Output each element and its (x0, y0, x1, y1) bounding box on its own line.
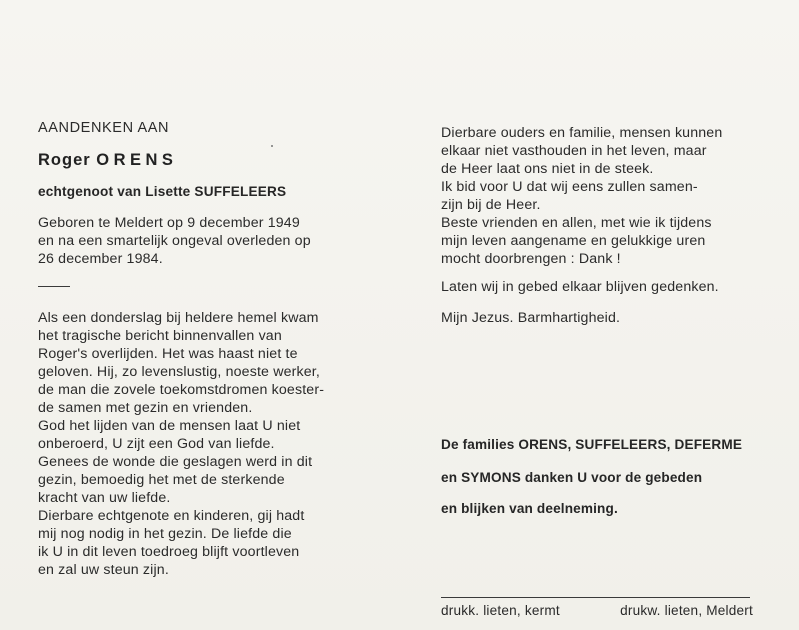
first-name: Roger (38, 151, 91, 169)
poem-right-line-6: Beste vrienden en allen, met wie ik tijdens (441, 215, 712, 231)
deceased-name (38, 151, 177, 169)
poem-right-line-1: Dierbare ouders en familie, mensen kunnen (441, 125, 723, 141)
death-line: en na een smartelijk ongeval overleden op (38, 233, 311, 249)
thanks-line-1: De families ORENS, SUFFELEERS, DEFERME (441, 437, 743, 452)
printer-footer (441, 603, 753, 618)
poem-right-line-5: zijn bij de Heer. (441, 197, 541, 213)
poem-left-line-4: geloven. Hij, zo levenslustig, noeste werker, (38, 364, 320, 380)
thanks-line-2: en SYMONS danken U voor de gebeden (441, 470, 703, 485)
poem-left-line-5: de man die zovele toekomstdromen koester- (38, 382, 325, 398)
paper-speck (271, 145, 273, 147)
invocation-line: Mijn Jezus. Barmhartigheid. (441, 310, 621, 326)
footer-rule (441, 597, 750, 598)
poem-right-line-3: de Heer laat ons niet in de steek. (441, 161, 654, 177)
poem-right-line-7: mijn leven aangename en gelukkige uren (441, 233, 706, 249)
poem-left-line-2: het tragische bericht binnenvallen van (38, 328, 282, 344)
separator-dash (38, 286, 70, 287)
poem-left-line-13: mij nog nodig in het gezin. De liefde die (38, 526, 292, 542)
birth-line: Geboren te Meldert op 9 december 1949 (38, 215, 300, 231)
poem-left-line-8: onberoerd, U zijt een God van liefde. (38, 436, 275, 452)
printer-right: drukw. lieten, Meldert (620, 603, 753, 618)
poem-left-line-9: Genees de wonde die geslagen werd in dit (38, 454, 313, 470)
poem-left-line-1: Als een donderslag bij heldere hemel kwam (38, 310, 319, 326)
printer-left: drukk. lieten, kermt (441, 603, 560, 618)
surname: ORENS (96, 151, 178, 169)
card-heading: AANDENKEN AAN (38, 120, 170, 136)
poem-left-line-3: Roger's overlijden. Het was haast niet te (38, 346, 298, 362)
poem-right-line-8: mocht doorbrengen : Dank ! (441, 251, 621, 267)
poem-left-line-11: kracht van uw liefde. (38, 490, 171, 506)
death-date-line: 26 december 1984. (38, 251, 163, 267)
poem-right-line-2: elkaar niet vasthouden in het leven, maar (441, 143, 707, 159)
poem-left-line-7: God het lijden van de mensen laat U niet (38, 418, 301, 434)
spouse-line: echtgenoot van Lisette SUFFELEERS (38, 184, 287, 199)
thanks-line-3: en blijken van deelneming. (441, 501, 618, 516)
poem-left-line-6: de samen met gezin en vrienden. (38, 400, 253, 416)
poem-left-line-12: Dierbare echtgenote en kinderen, gij hadt (38, 508, 305, 524)
poem-right-line-4: Ik bid voor U dat wij eens zullen samen- (441, 179, 698, 195)
prayer-line: Laten wij in gebed elkaar blijven gedenken. (441, 279, 719, 295)
poem-left-line-15: en zal uw steun zijn. (38, 562, 169, 578)
poem-left-line-14: ik U in dit leven toedroeg blijft voortleven (38, 544, 300, 560)
poem-left-line-10: gezin, bemoedig het met de sterkende (38, 472, 285, 488)
